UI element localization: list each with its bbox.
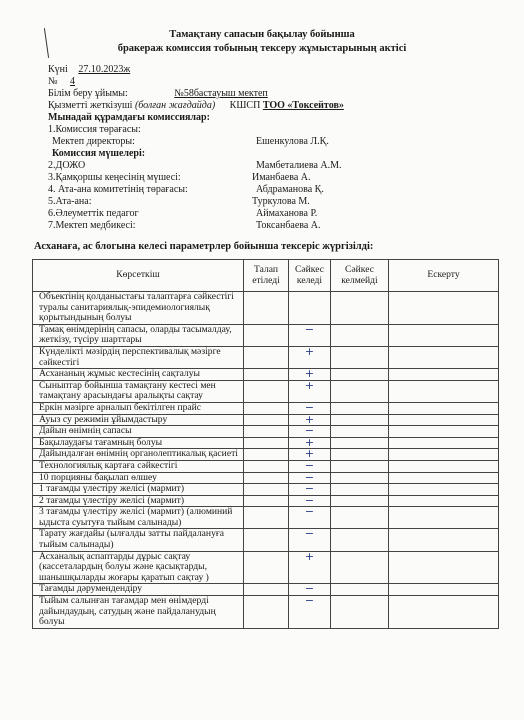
cell-compliant: − — [289, 529, 331, 551]
cell-note — [389, 449, 499, 461]
table-row — [33, 426, 499, 438]
table-row — [33, 460, 499, 472]
date-label: Күні — [48, 64, 68, 75]
number-label: № — [48, 76, 58, 87]
cell-note — [389, 414, 499, 426]
cell-compliant: + — [289, 437, 331, 449]
cell-compliant: − — [289, 324, 331, 346]
cell-note — [389, 495, 499, 507]
cell-compliant: − — [289, 460, 331, 472]
cell-indicator: Дайындалған өнімнің органолептикалық қасиеті — [33, 449, 244, 461]
date-row — [48, 64, 170, 76]
cell-required — [244, 529, 289, 551]
cell-compliant: + — [289, 414, 331, 426]
member-name-4: Абдраманова Қ. — [256, 184, 324, 195]
cell-compliant: − — [289, 507, 331, 529]
cell-indicator: Тамақ өнімдерінің сапасы, оларды тасымалдау, жеткізу, түсіру шарттары — [33, 324, 244, 346]
cell-noncompliant — [331, 324, 389, 346]
cell-note — [389, 292, 499, 325]
title-line-2: бракераж комиссия тобының тексеру жұмыстарының актісі — [117, 43, 407, 54]
table-row — [33, 484, 499, 496]
supplier-label: Қызметті жеткізуші — [48, 100, 133, 111]
cell-required — [244, 584, 289, 596]
cell-note — [389, 402, 499, 414]
org-row — [48, 88, 268, 100]
cell-note — [389, 507, 499, 529]
cell-compliant: − — [289, 484, 331, 496]
number-value: 4 — [70, 76, 76, 87]
cell-noncompliant — [331, 529, 389, 551]
cell-noncompliant — [331, 484, 389, 496]
cell-compliant: − — [289, 426, 331, 438]
table-row — [33, 324, 499, 346]
cell-noncompliant — [331, 472, 389, 484]
header-compliant: Сәйкес келеді — [289, 260, 331, 292]
table-row — [33, 584, 499, 596]
member-role-4: 4. Ата-ана комитетінің төрағасы: — [48, 184, 188, 195]
cell-noncompliant — [331, 380, 389, 402]
cell-indicator: Ауыз су режимін ұйымдастыру — [33, 414, 244, 426]
director-name: Ешенкулова Л.Қ. — [256, 136, 329, 147]
cell-noncompliant — [331, 449, 389, 461]
supplier-kind: КШСП — [229, 100, 261, 111]
members-heading: Комиссия мүшелері: — [52, 148, 146, 159]
org-value: №58бастауыш мектеп — [174, 88, 268, 99]
member-role-3: 3.Қамқоршы кеңесінің мүшесі: — [48, 172, 181, 183]
cell-compliant: − — [289, 596, 331, 629]
cell-compliant — [289, 292, 331, 325]
cell-required — [244, 596, 289, 629]
cell-required — [244, 324, 289, 346]
cell-noncompliant — [331, 369, 389, 381]
cell-noncompliant — [331, 402, 389, 414]
cell-compliant: − — [289, 402, 331, 414]
member-role-7: 7.Мектеп медбикесі: — [48, 220, 136, 231]
cell-indicator: Сыныптар бойынша тамақтану кестесі мен тамақтану арасындағы аралықты сақтау — [33, 380, 244, 402]
cell-required — [244, 484, 289, 496]
cell-indicator: Асханалық аспаптарды дұрыс сақтау (кассеталардың болуы және қасықтарды, шанышқыларды жоғары қаратып сақтау ) — [33, 551, 244, 584]
cell-note — [389, 472, 499, 484]
title-line-1: Тамақтану сапасын бақылау бойынша — [169, 29, 355, 40]
date-value: 27.10.2023ж — [78, 64, 131, 75]
cell-indicator: Технологиялық картаға сәйкестігі — [33, 460, 244, 472]
table-row — [33, 380, 499, 402]
cell-noncompliant — [331, 346, 389, 368]
cell-noncompliant — [331, 460, 389, 472]
cell-indicator: Бақылаудағы тағамның болуы — [33, 437, 244, 449]
member-role-6: 6.Әлеуметтік педагог — [48, 208, 139, 219]
member-name-6: Аймаханова Р. — [256, 208, 318, 219]
cell-compliant: − — [289, 472, 331, 484]
table-row — [33, 437, 499, 449]
member-name-7: Токсанбаева А. — [256, 220, 321, 231]
table-row — [33, 346, 499, 368]
director-label: Мектеп директоры: — [52, 136, 135, 147]
header-required: Талап етіледі — [244, 260, 289, 292]
cell-required — [244, 449, 289, 461]
member-role-5: 5.Ата-ана: — [48, 196, 92, 207]
cell-required — [244, 292, 289, 325]
intro-text: Асханаға, ас блогына келесі параметрлер бойынша тексеріс жүргізілді: — [34, 241, 374, 252]
cell-compliant: − — [289, 495, 331, 507]
cell-indicator: 2 тағамды үлестіру желісі (мармит) — [33, 495, 244, 507]
table-row — [33, 292, 499, 325]
cell-note — [389, 460, 499, 472]
cell-required — [244, 414, 289, 426]
header-indicator: Көрсеткіш — [33, 260, 244, 292]
cell-noncompliant — [331, 437, 389, 449]
cell-indicator: Объектінің қолданыстағы талаптарға сәйкестігі туралы санитариялық-эпидемиологиялық қорытындының болуы — [33, 292, 244, 325]
cell-required — [244, 460, 289, 472]
cell-indicator: Дайын өнімнің сапасы — [33, 426, 244, 438]
cell-note — [389, 596, 499, 629]
commission-heading: Мынадай құрамдағы комиссиялар: — [48, 112, 210, 123]
cell-compliant: + — [289, 449, 331, 461]
cell-compliant: + — [289, 346, 331, 368]
table-header-row — [33, 260, 499, 292]
member-name-3: Иманбаева А. — [252, 172, 311, 183]
cell-note — [389, 584, 499, 596]
table-row — [33, 402, 499, 414]
cell-compliant: − — [289, 584, 331, 596]
cell-noncompliant — [331, 551, 389, 584]
cell-required — [244, 472, 289, 484]
org-label: Білім беру ұйымы: — [48, 88, 128, 99]
cell-noncompliant — [331, 426, 389, 438]
table-row — [33, 449, 499, 461]
table-row — [33, 369, 499, 381]
cell-noncompliant — [331, 414, 389, 426]
member-name-2: Мамбеталиева А.М. — [256, 160, 342, 171]
inspection-table — [32, 259, 499, 629]
cell-compliant: + — [289, 369, 331, 381]
cell-noncompliant — [331, 292, 389, 325]
cell-indicator: Күнделікті мәзірдің перспективалық мәзірге сәйкестігі — [33, 346, 244, 368]
cell-indicator: 1 тағамды үлестіру желісі (мармит) — [33, 484, 244, 496]
cell-required — [244, 380, 289, 402]
cell-required — [244, 369, 289, 381]
member-role-2: 2.ДОЖО — [48, 160, 86, 171]
number-row — [48, 76, 81, 88]
header-noncompliant: Сәйкес келмейді — [331, 260, 389, 292]
table-row — [33, 507, 499, 529]
cell-note — [389, 437, 499, 449]
cell-note — [389, 369, 499, 381]
table-row — [33, 551, 499, 584]
cell-required — [244, 507, 289, 529]
cell-required — [244, 551, 289, 584]
table-row — [33, 529, 499, 551]
table-row — [33, 472, 499, 484]
header-note: Ескерту — [389, 260, 499, 292]
cell-noncompliant — [331, 507, 389, 529]
cell-indicator: Еркін мәзірге арналып бекітілген прайс — [33, 402, 244, 414]
cell-indicator: Тағамды дәрумендендіру — [33, 584, 244, 596]
cell-required — [244, 495, 289, 507]
cell-required — [244, 426, 289, 438]
cell-compliant: + — [289, 551, 331, 584]
cell-indicator: Тыйым салынған тағамдар мен өнімдерді дайындаудың, сатудың және пайдаланудың болуы — [33, 596, 244, 629]
table-row — [33, 414, 499, 426]
cell-required — [244, 437, 289, 449]
table-row — [33, 495, 499, 507]
cell-required — [244, 402, 289, 414]
cell-note — [389, 484, 499, 496]
document-title — [0, 28, 524, 56]
supplier-row — [48, 100, 344, 112]
cell-noncompliant — [331, 584, 389, 596]
table-row — [33, 596, 499, 629]
chair-heading: 1.Комиссия төрағасы: — [48, 124, 141, 135]
cell-note — [389, 529, 499, 551]
cell-note — [389, 551, 499, 584]
cell-indicator: Тарату жағдайы (ылғалды затты пайдалануға тыйым салынады) — [33, 529, 244, 551]
cell-noncompliant — [331, 596, 389, 629]
supplier-value: ТОО «Токсейтов» — [262, 100, 344, 111]
supplier-note: (болған жағдайда) — [134, 100, 216, 111]
cell-indicator: 10 порцияны бақылап өлшеу — [33, 472, 244, 484]
cell-note — [389, 324, 499, 346]
cell-note — [389, 426, 499, 438]
table-body — [33, 292, 499, 629]
member-name-5: Туркулова М. — [252, 196, 310, 207]
cell-noncompliant — [331, 495, 389, 507]
cell-indicator: 3 тағамды үлестіру желісі (мармит) (алюминий ыдыста суытуға тыйым салынады) — [33, 507, 244, 529]
cell-required — [244, 346, 289, 368]
cell-note — [389, 346, 499, 368]
cell-indicator: Асхананың жұмыс кестесінің сақталуы — [33, 369, 244, 381]
cell-compliant: + — [289, 380, 331, 402]
cell-note — [389, 380, 499, 402]
